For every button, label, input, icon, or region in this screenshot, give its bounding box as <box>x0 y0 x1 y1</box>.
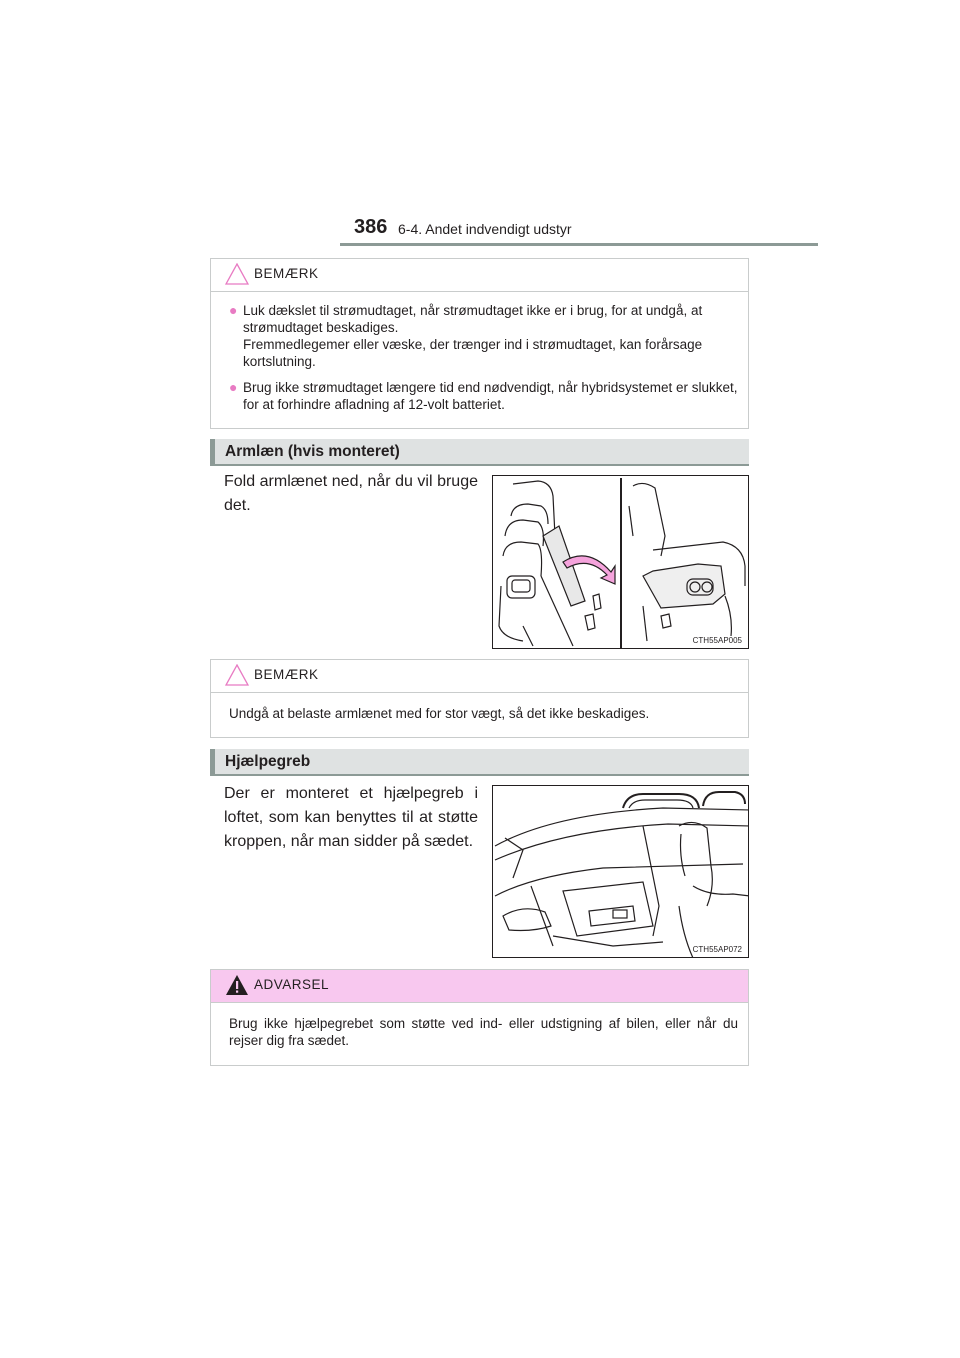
page-number: 386 <box>354 216 388 238</box>
section-title-armrest <box>210 439 749 466</box>
caution-triangle-icon <box>225 664 249 686</box>
armrest-paragraph: Fold armlænet ned, når du vil bruge det. <box>224 473 478 514</box>
figure-code: CTH55AP072 <box>692 945 742 954</box>
note-box-armrest <box>210 659 749 738</box>
warning-label: ADVARSEL <box>254 977 330 992</box>
note-text: Brug ikke strømudtaget længere tid end nødvendigt, når hybridsystemet er slukket, for at forhindre afladning af 12-volt batteriet. <box>243 380 738 412</box>
note-text: Luk dækslet til strømudtaget, når strømudtaget ikke er i brug, for at undgå, at strømudtaget beskadiges. <box>243 303 703 335</box>
section-title-text: Armlæn (hvis monteret) <box>225 443 400 460</box>
grab-handle-illustration <box>492 785 749 958</box>
note-label: BEMÆRK <box>254 266 319 281</box>
warning-header <box>211 970 748 1003</box>
bullet-icon: ● <box>229 379 238 395</box>
figure-code: CTH55AP005 <box>692 636 742 645</box>
section-reference: 6-4. Andet indvendigt udstyr <box>398 221 572 237</box>
note-box-outlet <box>210 258 749 429</box>
section-title-text: Hjælpegreb <box>225 753 311 770</box>
note-text: Fremmedlegemer eller væske, der trænger ind i strømudtaget, kan forårsage kortslutning. <box>243 337 703 369</box>
note-text: Undgå at belaste armlænet med for stor vægt, så det ikke beskadiges. <box>229 706 650 721</box>
note-item <box>229 379 738 413</box>
note-label: BEMÆRK <box>254 667 319 682</box>
grab-handle-paragraph: Der er monteret et hjælpegreb i loftet, som kan benyttes til at støtte kroppen, når man sidder på sædet. <box>224 785 478 850</box>
note-header <box>211 660 748 693</box>
armrest-illustration <box>492 475 749 649</box>
section-title-grab-handle <box>210 749 749 776</box>
warning-text: Brug ikke hjælpegrebet som støtte ved ind- eller udstigning af bilen, eller når du rejser dig fra sædet. <box>229 1016 738 1048</box>
caution-triangle-icon <box>225 263 249 285</box>
warning-triangle-icon <box>225 974 249 996</box>
bullet-icon: ● <box>229 302 238 318</box>
warning-box <box>210 969 749 1066</box>
note-header <box>211 259 748 292</box>
note-item <box>229 302 738 370</box>
header-rule <box>340 243 818 246</box>
